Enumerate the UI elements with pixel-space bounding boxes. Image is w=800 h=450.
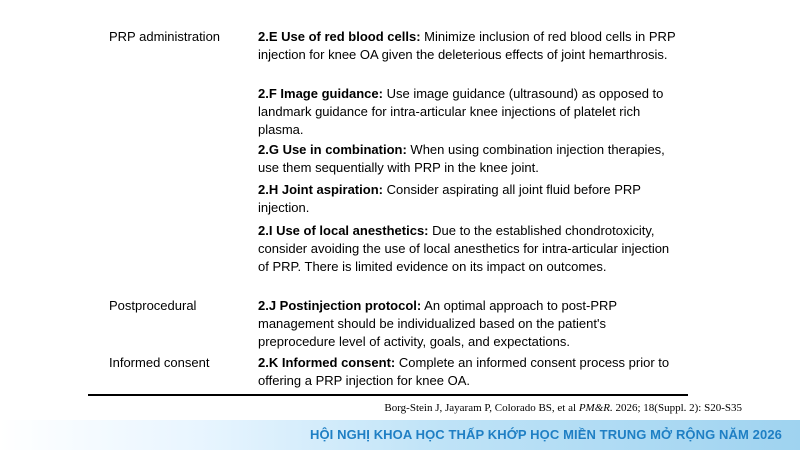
footer-banner (0, 420, 800, 450)
conference-title: HỘI NGHỊ KHOA HỌC THẤP KHỚP HỌC MIỀN TRUNG MỞ RỘNG NĂM 2026 (309, 427, 782, 442)
recommendation-title: 2.J Postinjection protocol: (258, 298, 422, 313)
category-label: Postprocedural (109, 298, 197, 313)
recommendation-body: Due to the established chondrotoxicity, consider avoiding the use of local anesthetics for intra-articular injection of PRP. There is limited evidence on its impact on outcomes. (258, 223, 670, 274)
citation-authors: Borg-Stein J, Jayaram P, Colorado BS, et al (384, 402, 577, 414)
recommendation-text (258, 181, 678, 217)
category-label: PRP administration (109, 29, 221, 44)
recommendation-title: 2.I Use of local anesthetics: (258, 223, 429, 238)
table-bottom-rule (88, 394, 688, 396)
recommendation-title: 2.F Image guidance: (258, 86, 383, 101)
recommendation-text (258, 141, 678, 177)
recommendation-body: Minimize inclusion of red blood cells in PRP injection for knee OA given the deleterious effects of joint hemarthrosis. (258, 29, 676, 62)
recommendation-text (258, 28, 678, 64)
recommendation-body: Use image guidance (ultrasound) as opposed to landmark guidance for intra-articular knee injections of platelet rich plasma. (258, 86, 664, 137)
recommendation-text (258, 222, 678, 276)
recommendation-text (258, 297, 678, 351)
recommendation-body: Complete an informed consent process prior to offering a PRP injection for knee OA. (258, 355, 670, 388)
recommendation-title: 2.K Informed consent: (258, 355, 396, 370)
recommendation-body: When using combination injection therapies, use them sequentially with PRP in the knee joint. (258, 142, 665, 175)
citation (384, 402, 742, 414)
recommendation-body: Consider aspirating all joint fluid before PRP injection. (258, 182, 641, 215)
recommendation-title: 2.E Use of red blood cells: (258, 29, 421, 44)
citation-details: 2026; 18(Suppl. 2): S20-S35 (615, 402, 742, 414)
recommendation-title: 2.G Use in combination: (258, 142, 407, 157)
citation-journal: PM&R. (578, 402, 613, 414)
recommendation-title: 2.H Joint aspiration: (258, 182, 383, 197)
recommendation-text (258, 354, 678, 390)
recommendation-body: An optimal approach to post-PRP management should be individualized based on the patient's preprocedure level of activity, goals, and expectations. (258, 298, 617, 349)
category-label: Informed consent (109, 355, 210, 370)
recommendation-text (258, 85, 678, 139)
